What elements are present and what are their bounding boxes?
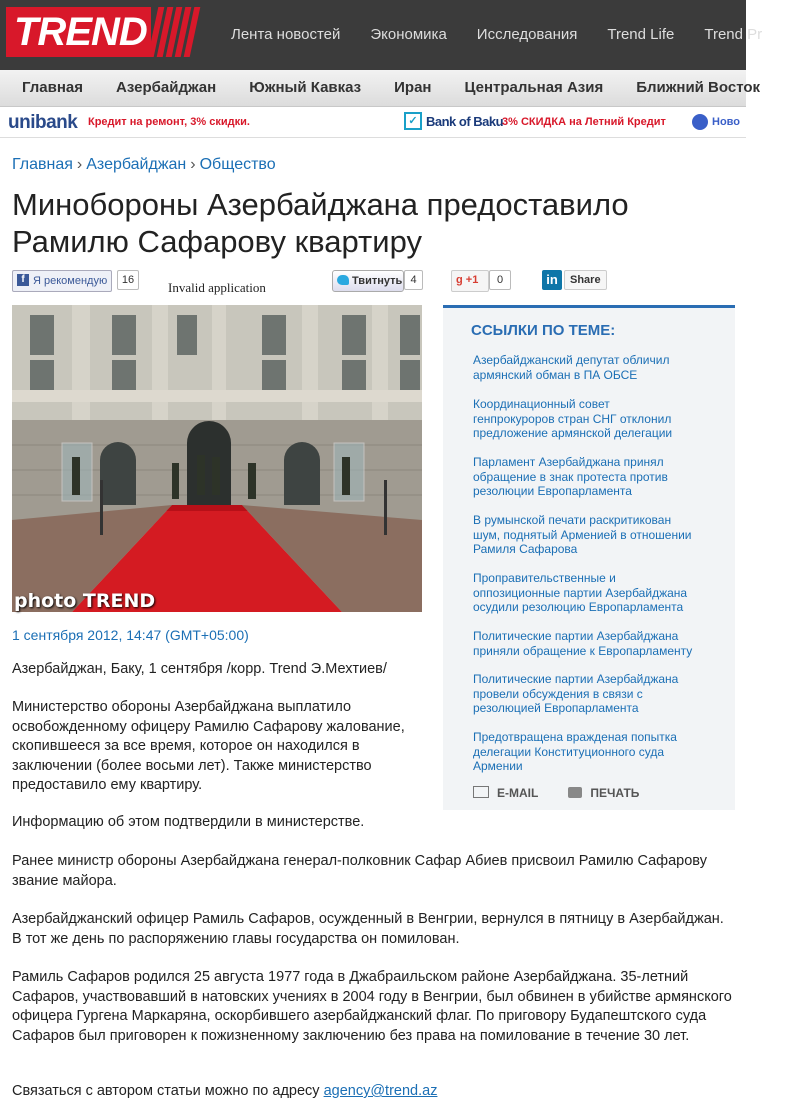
unibank-logo[interactable]: unibank	[8, 112, 78, 133]
breadcrumb-azerbaijan[interactable]: Азербайджан	[86, 156, 187, 173]
third-ad-text[interactable]: Ново	[712, 116, 740, 128]
related-link[interactable]: Политические партии Азербайджана провели обсуждения в связи с резолюцией Европарламента	[473, 672, 679, 715]
nav-middle-east[interactable]: Ближний Восток	[636, 79, 761, 96]
top-nav-economy[interactable]: Экономика	[370, 26, 447, 43]
related-link[interactable]: Проправительственные и оппозиционные партии Азербайджана осудили резолюцию Европарламента	[473, 571, 688, 614]
related-link[interactable]: Парламент Азербайджана принял обращение в знак протеста против резолюции Европарламента	[473, 455, 668, 498]
article-paragraph: Министерство обороны Азербайджана выплатило освобожденному офицеру Рамилю Сафарову жалование, скопившееся за все время, которое он находился в заключении (более восьми лет). Также министерство предоставило ему квартиру.	[12, 699, 405, 793]
nav-iran[interactable]: Иран	[394, 79, 432, 96]
invalid-application-text: Invalid application	[168, 280, 266, 295]
twitter-bird-icon	[337, 275, 349, 285]
facebook-label: Я рекомендую	[33, 275, 108, 287]
breadcrumb: Главная › Азербайджан › Общество	[12, 156, 276, 173]
unibank-ad-text[interactable]: Кредит на ремонт, 3% скидки.	[88, 116, 250, 128]
article-title: Минобороны Азербайджана предоставило Рамилю Сафарову квартиру	[12, 187, 629, 259]
google-g-icon: g	[456, 274, 463, 286]
facebook-recommend-button[interactable]	[12, 270, 112, 292]
related-links-panel	[443, 305, 735, 810]
top-nav	[231, 26, 792, 43]
mail-icon	[473, 786, 489, 798]
bank-of-baku-ad-text[interactable]: 3% СКИДКА на Летний Кредит	[502, 116, 666, 128]
related-link[interactable]: Политические партии Азербайджана приняли обращение к Европарламенту	[473, 629, 693, 658]
building-photo-illustration	[12, 305, 422, 612]
article-paragraph: Ранее министр обороны Азербайджана генерал-полковник Сафар Абиев присвоил Рамилю Сафарову звание майора.	[12, 853, 707, 889]
linkedin-icon: in	[542, 270, 562, 290]
google-plus-label: g +1	[456, 274, 479, 286]
top-header	[0, 0, 763, 70]
ads-bar	[0, 107, 746, 138]
tweet-count: 4	[404, 270, 423, 290]
logo-text: TREND	[6, 7, 151, 57]
facebook-icon: f	[17, 274, 29, 286]
linkedin-share-button[interactable]	[542, 270, 602, 290]
photo-caption: photo TREND	[14, 590, 156, 612]
article-lead: Азербайджан, Баку, 1 сентября /корр. Trend Э.Мехтиев/	[12, 661, 387, 677]
bank-of-baku-icon[interactable]: ✓	[404, 112, 422, 130]
email-button[interactable]: E-MAIL	[473, 786, 538, 800]
top-nav-news[interactable]: Лента новостей	[231, 26, 341, 43]
nav-central-asia[interactable]: Центральная Азия	[464, 79, 604, 96]
article-date: 1 сентября 2012, 14:47 (GMT+05:00)	[12, 627, 249, 643]
bank-of-baku-name[interactable]: Bank of Baku	[426, 114, 504, 129]
printer-icon	[568, 787, 582, 798]
google-plus-count: 0	[489, 270, 511, 290]
nav-home[interactable]: Главная	[22, 79, 84, 96]
article-paragraph: Азербайджанский офицер Рамиль Сафаров, осужденный в Венгрии, вернулся в пятницу в Азербайджан. В тот же день по распоряжению главы государства он помилован.	[12, 911, 724, 947]
related-link[interactable]: Азербайджанский депутат обличил армянский обман в ПА ОБСЕ	[473, 353, 670, 382]
related-link[interactable]: В румынской печати раскритикован шум, поднятый Арменией в отношении Рамиля Сафарова	[473, 513, 692, 556]
related-links-title: ССЫЛКИ ПО ТЕМЕ:	[471, 322, 616, 339]
tweet-label: Твитнуть	[352, 275, 403, 287]
top-nav-life[interactable]: Trend Life	[607, 26, 675, 43]
main-nav	[0, 70, 761, 107]
author-contact: Связаться с автором статьи можно по адресу agency@trend.az	[12, 1083, 438, 1099]
top-nav-pr[interactable]: Trend Pr	[704, 26, 763, 43]
related-link[interactable]: Предотвращена вражденая попытка делегации Конституционного суда Армении	[473, 730, 677, 773]
article-photo[interactable]	[12, 305, 422, 612]
google-plus-button[interactable]	[451, 270, 489, 292]
article-paragraph: Информацию об этом подтвердили в министерстве.	[12, 814, 365, 830]
trend-logo[interactable]	[6, 7, 202, 57]
author-email-link[interactable]: agency@trend.az	[323, 1083, 438, 1099]
tweet-button[interactable]	[332, 270, 404, 292]
top-nav-research[interactable]: Исследования	[476, 26, 578, 43]
nav-south-caucasus[interactable]: Южный Кавказ	[249, 79, 362, 96]
facebook-count: 16	[117, 270, 139, 290]
breadcrumb-society[interactable]: Общество	[199, 156, 276, 173]
article-paragraph: Рамиль Сафаров родился 25 августа 1977 года в Джабраильском районе Азербайджана. 35-летний Сафаров, участвовавший в натовских учениях в 2004 году в Венгрии, был обвинен в убийстве армянского офицера Гургена Маркаряна, оскорбившего азербайджанский флаг. По приговору Будапештского суда Сафаров был приговорен к пожизненному заключению без права на помилование в течение 30 лет.	[12, 969, 732, 1044]
breadcrumb-home[interactable]: Главная	[12, 156, 73, 173]
nav-azerbaijan[interactable]: Азербайджан	[116, 79, 217, 96]
linkedin-label: Share	[564, 270, 607, 290]
print-button[interactable]: ПЕЧАТЬ	[568, 786, 639, 800]
ad-globe-icon[interactable]	[692, 114, 708, 130]
related-link[interactable]: Координационный совет генпрокуроров стран СНГ отклонил предложение армянской делегации	[473, 397, 673, 440]
